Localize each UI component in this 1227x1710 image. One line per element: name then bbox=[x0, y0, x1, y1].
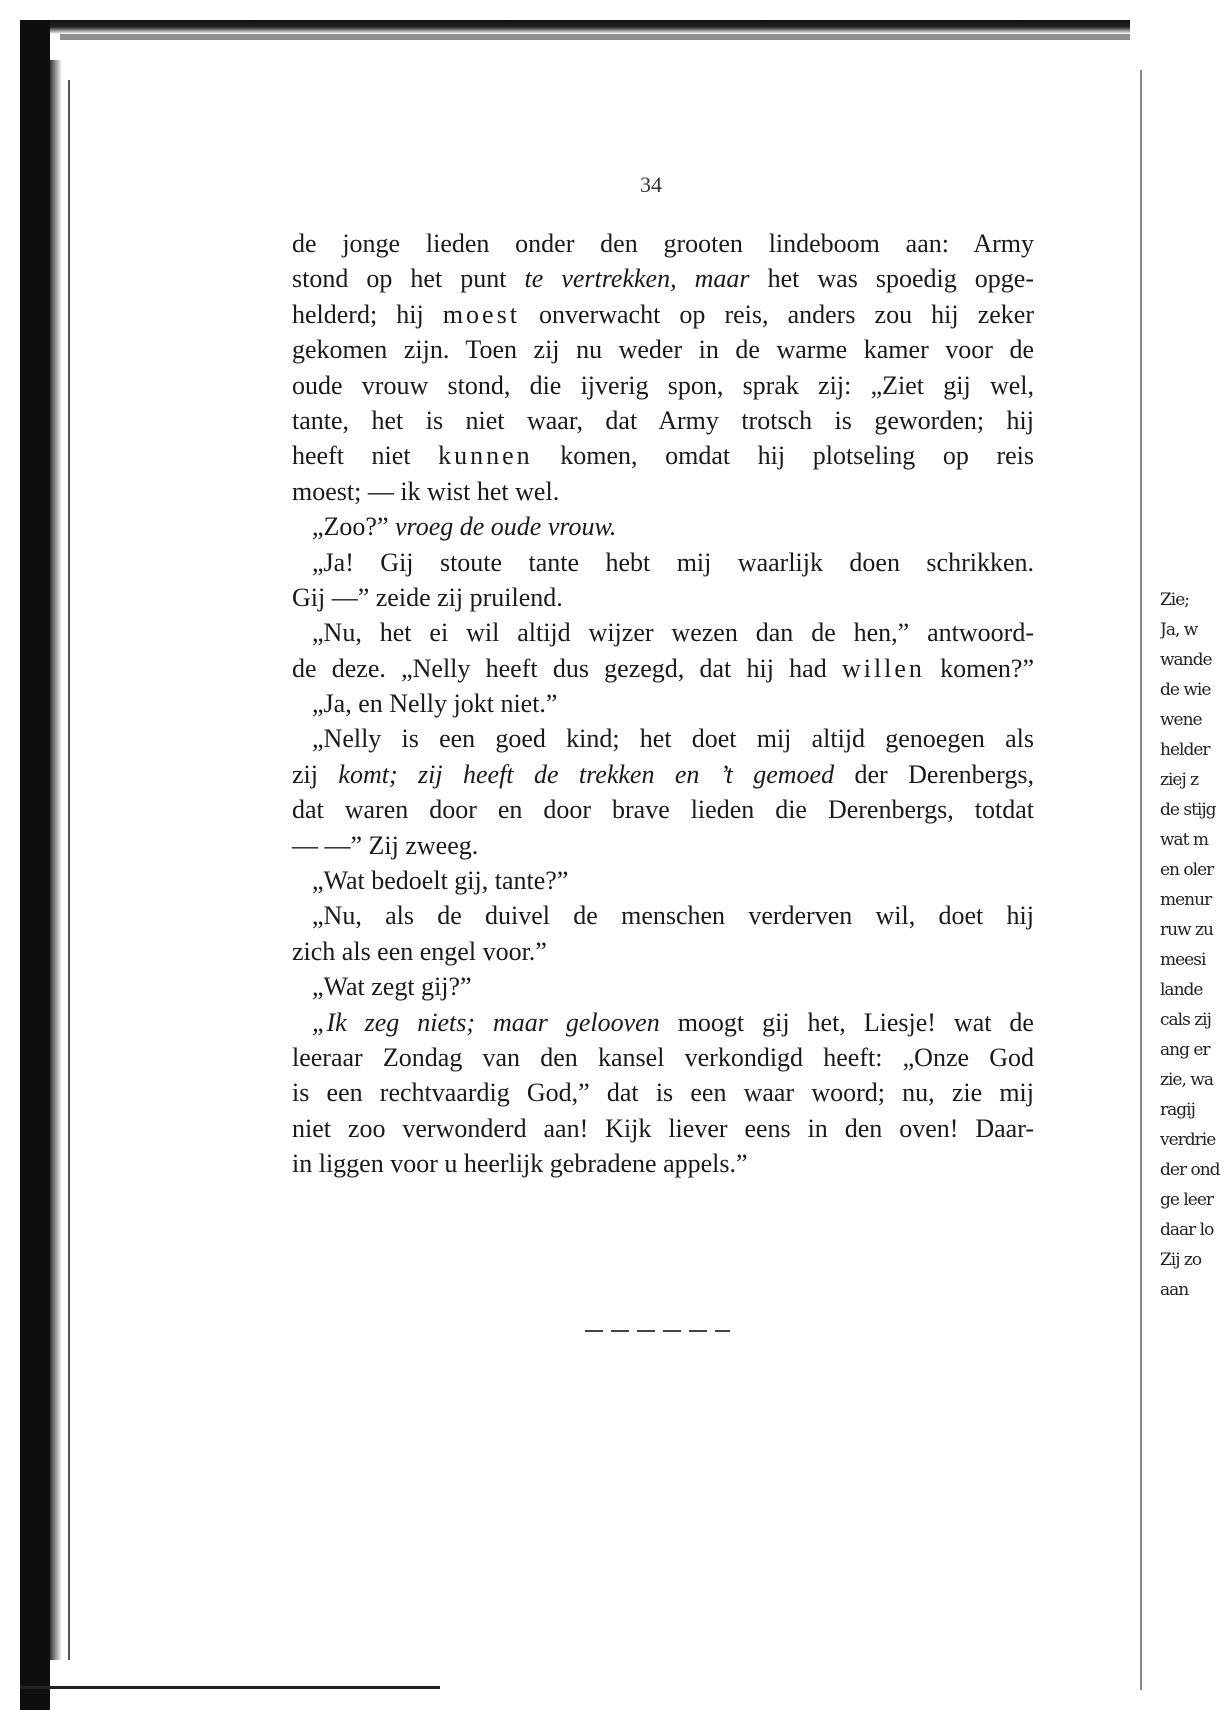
scan-top-edge bbox=[20, 20, 1130, 34]
text-segment: „Nu, het ei wil altijd wijzer wezen dan de hen,” antwoord- bbox=[312, 618, 1034, 648]
text-line bbox=[292, 828, 1034, 863]
neighbor-fragment: ang er bbox=[1160, 1040, 1210, 1060]
neighbor-fragment: ziej z bbox=[1160, 770, 1199, 790]
neighbor-fragment: meesi bbox=[1160, 950, 1206, 970]
text-line bbox=[292, 792, 1034, 827]
neighbor-fragment: lande bbox=[1160, 980, 1203, 1000]
neighbor-fragment: menur bbox=[1160, 890, 1212, 910]
text-segment: de jonge lieden onder den grooten lindeboom aan: Army bbox=[292, 229, 1034, 258]
neighbor-fragment: zie, wa bbox=[1160, 1070, 1213, 1090]
text-segment: is een rechtvaardig God,” dat is een waar woord; nu, zie mij bbox=[292, 1078, 1034, 1108]
text-segment: „Ja! Gij stoute tante hebt mij waarlijk doen schrikken. bbox=[312, 547, 1034, 577]
text-line bbox=[292, 403, 1034, 438]
text-line bbox=[292, 368, 1034, 403]
scan-binding-edge bbox=[20, 20, 50, 1710]
text-segment: moogt gij het, Liesje! wat de bbox=[659, 1007, 1034, 1037]
page-body-text bbox=[292, 226, 1034, 1182]
neighbor-fragment: cals zij bbox=[1160, 1010, 1211, 1030]
text-segment: gekomen zijn. Toen zij nu weder in de warme kamer voor de bbox=[292, 335, 1034, 365]
text-line bbox=[292, 686, 1034, 721]
page-right-edge bbox=[1140, 70, 1142, 1690]
neighbor-fragment: ruw zu bbox=[1160, 920, 1213, 940]
text-segment: „Nu, als de duivel de menschen verderven wil, doet hij bbox=[312, 901, 1034, 931]
text-line bbox=[292, 651, 1034, 686]
neighbor-fragment: en oler bbox=[1160, 860, 1214, 880]
text-segment: de deze. „Nelly heeft dus gezegd, dat hij had bbox=[292, 653, 842, 683]
text-segment: helderd; hij bbox=[292, 299, 443, 329]
text-segment: komen?” bbox=[924, 653, 1035, 683]
neighbor-fragment: Ja, w bbox=[1160, 620, 1198, 640]
neighbor-fragment: der ond bbox=[1160, 1160, 1220, 1180]
neighbor-fragment: Zij zo bbox=[1160, 1250, 1202, 1270]
text-segment: Gij —” zeide zij pruilend. bbox=[292, 582, 563, 612]
text-segment: zij bbox=[292, 759, 339, 789]
text-segment: kunnen bbox=[438, 441, 533, 471]
text-segment: „Ik zeg niets; bbox=[312, 1007, 493, 1037]
neighbor-fragment: de stijg bbox=[1160, 800, 1216, 820]
scan-binding-shadow bbox=[50, 60, 62, 1660]
scan-binding-line bbox=[68, 80, 70, 1660]
text-segment: komen, omdat hij plotseling op reis bbox=[532, 441, 1034, 471]
text-line bbox=[292, 969, 1034, 1004]
text-line bbox=[292, 261, 1034, 296]
text-segment: „Wat zegt gij?” bbox=[312, 972, 472, 1002]
neighbor-fragment: wande bbox=[1160, 650, 1212, 670]
text-line bbox=[292, 1075, 1034, 1110]
text-segment: tante, het is niet waar, dat Army trotsch is geworden; hij bbox=[292, 405, 1034, 435]
text-line bbox=[292, 297, 1034, 332]
text-line bbox=[292, 438, 1034, 473]
text-segment: „Nelly is een goed kind; het doet mij altijd genoegen als bbox=[312, 724, 1034, 754]
text-segment: dat waren door en door brave lieden die Derenbergs, totdat bbox=[292, 795, 1034, 825]
text-line bbox=[292, 474, 1034, 509]
neighbor-fragment: verdrie bbox=[1160, 1130, 1216, 1150]
text-segment: moest bbox=[442, 299, 520, 329]
text-segment: niet zoo verwonderd aan! Kijk liever eens in den oven! Daar- bbox=[292, 1113, 1034, 1143]
scan-bottom-edge bbox=[20, 1686, 440, 1689]
text-line bbox=[292, 332, 1034, 367]
neighbor-fragment: wat m bbox=[1160, 830, 1209, 850]
text-segment: willen bbox=[841, 653, 925, 683]
text-segment: — —” Zij zweeg. bbox=[292, 830, 479, 860]
neighbor-fragment: aan bbox=[1160, 1280, 1189, 1300]
text-line bbox=[292, 1040, 1034, 1075]
neighbor-fragment: daar lo bbox=[1160, 1220, 1214, 1240]
text-line bbox=[292, 615, 1034, 650]
text-segment: het was spoedig opge- bbox=[749, 264, 1034, 294]
neighbor-fragment: Zie; bbox=[1160, 590, 1190, 610]
text-line bbox=[292, 580, 1034, 615]
scan-top-shadow bbox=[60, 34, 1130, 40]
text-line bbox=[292, 1005, 1034, 1040]
text-line bbox=[292, 898, 1034, 933]
text-line bbox=[292, 226, 1034, 261]
text-line bbox=[292, 545, 1034, 580]
neighbor-fragment: ragij bbox=[1160, 1100, 1195, 1120]
text-segment: komt; zij heeft de trekken en ’t gemoed bbox=[338, 759, 835, 789]
text-segment: der Derenbergs, bbox=[834, 759, 1034, 789]
neighbor-fragment: helder bbox=[1160, 740, 1210, 760]
text-line bbox=[292, 721, 1034, 756]
text-segment: „Ja, en Nelly jokt niet.” bbox=[312, 689, 558, 719]
text-segment: „Zoo?” bbox=[312, 512, 396, 542]
text-segment: zich als een engel voor.” bbox=[292, 936, 547, 966]
text-line bbox=[292, 1146, 1034, 1181]
neighbor-fragment: wene bbox=[1160, 710, 1202, 730]
text-line bbox=[292, 863, 1034, 898]
text-segment: oude vrouw stond, die ijverig spon, sprak zij: „Ziet gij wel, bbox=[292, 370, 1034, 400]
neighbor-page-fragments bbox=[1160, 590, 1220, 1300]
text-segment: onverwacht op reis, anders zou hij zeker bbox=[519, 299, 1034, 329]
text-segment: heeft niet bbox=[292, 441, 439, 471]
text-segment: „Wat bedoelt gij, tante?” bbox=[312, 866, 569, 896]
neighbor-fragment: de wie bbox=[1160, 680, 1211, 700]
page-number: 34 bbox=[640, 172, 662, 197]
text-segment: vroeg de oude vrouw. bbox=[395, 512, 617, 542]
end-rule bbox=[585, 1330, 730, 1332]
text-line bbox=[292, 509, 1034, 544]
text-line bbox=[292, 757, 1034, 792]
text-segment: leeraar Zondag van den kansel verkondigd heeft: „Onze God bbox=[292, 1042, 1034, 1072]
text-segment: moest; — ik wist het wel. bbox=[292, 476, 560, 506]
text-segment: in liggen voor u heerlijk gebradene appels.” bbox=[292, 1149, 748, 1179]
text-line bbox=[292, 934, 1034, 969]
text-segment: te vertrekken, maar bbox=[524, 264, 750, 294]
neighbor-fragment: ge leer bbox=[1160, 1190, 1214, 1210]
text-segment: stond op het punt bbox=[292, 264, 525, 294]
text-segment: maar gelooven bbox=[493, 1007, 660, 1037]
text-line bbox=[292, 1111, 1034, 1146]
